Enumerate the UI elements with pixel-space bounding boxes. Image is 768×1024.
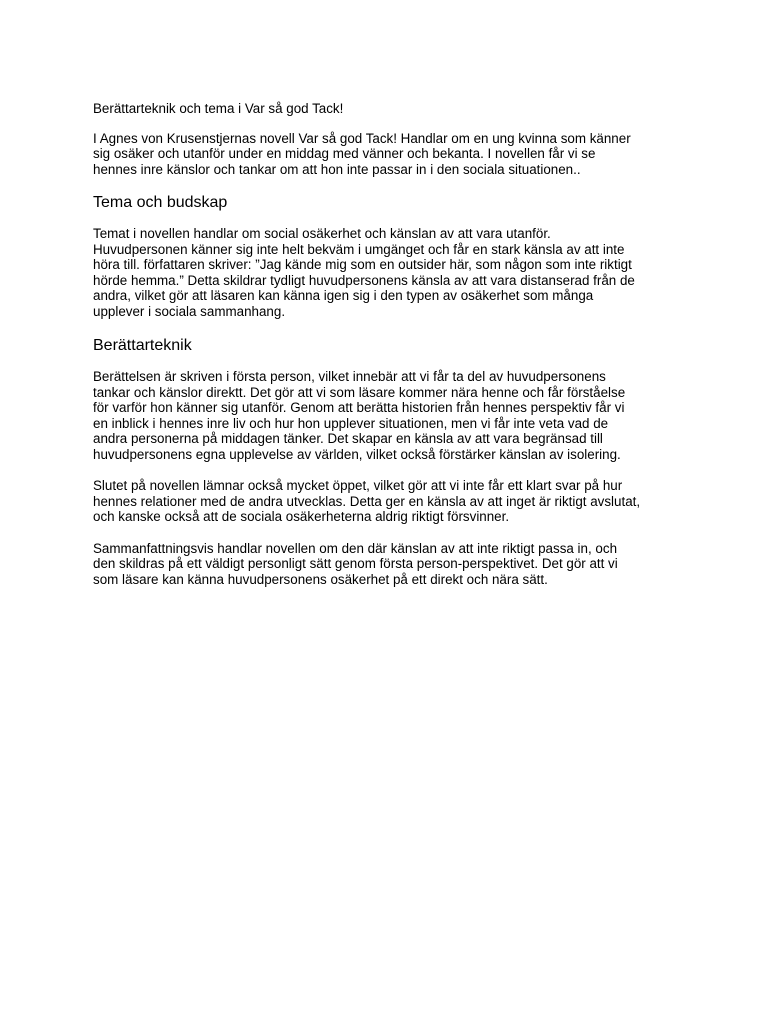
text-line: sig osäker och utanför under en middag med vänner och bekanta. I novellen får vi se <box>93 146 596 161</box>
text-line: tankar och känslor direktt. Det gör att vi som läsare kommer nära henne och får förståelse <box>93 384 626 400</box>
text-line: hennes relationer med de andra utvecklas. Detta ger en känsla av att inget är riktigt avslutat, <box>93 493 641 509</box>
section-heading-berattarteknik: Berättarteknik <box>93 337 192 354</box>
text-line: hennes inre känslor och tankar om att hon inte passar in i den sociala situationen.. <box>93 161 581 177</box>
text-line: Temat i novellen handlar om social osäkerhet och känslan av att vara utanför. <box>93 226 551 241</box>
text-line: Slutet på novellen lämnar också mycket öppet, vilket gör att vi inte får ett klart svar på hur <box>93 478 623 493</box>
text-line: Sammanfattningsvis handlar novellen om den där känslan av att inte riktigt passa in, och <box>93 540 618 556</box>
berattarteknik-paragraph <box>93 369 693 462</box>
text-line: för varför hon känner sig utanför. Genom att berätta historien från hennes perspektiv får vi <box>93 400 625 415</box>
text-line: den skildras på ett väldigt personligt sätt genom första person-perspektivet. Det gör att vi <box>93 556 618 571</box>
text-line: upplever i sociala sammanhang. <box>93 303 286 319</box>
text-line: Huvudpersonen känner sig inte helt bekväm i umgänget och får en stark känsla av att inte <box>93 241 625 257</box>
text-line: som läsare kan känna huvudpersonens osäkerhet på ett direkt och nära sätt. <box>93 571 548 587</box>
section-heading-tema: Tema och budskap <box>93 194 228 211</box>
text-line: höra till. författaren skriver: ”Jag kände mig som en outsider här, som någon som inte riktigt <box>93 257 632 272</box>
intro-paragraph <box>93 131 693 178</box>
text-line: andra, vilket gör att läsaren kan känna igen sig i den typen av osäkerhet som många <box>93 288 594 303</box>
text-line: en inblick i hennes inre liv och hur hon upplever situationen, men vi får inte veta vad de <box>93 415 609 431</box>
document-page <box>93 101 693 587</box>
sammanfattning-paragraph <box>93 541 693 588</box>
slutet-paragraph <box>93 478 693 525</box>
text-line: I Agnes von Krusenstjernas novell Var så god Tack! Handlar om en ung kvinna som känner <box>93 130 631 146</box>
document-title: Berättarteknik och tema i Var så god Tack! <box>93 101 344 116</box>
text-line: och kanske också att de sociala osäkerheterna aldrig riktigt försvinner. <box>93 509 510 524</box>
text-line: hörde hemma.” Detta skildrar tydligt huvudpersonens känsla av att vara distanserad från de <box>93 272 635 288</box>
tema-paragraph <box>93 226 693 319</box>
text-line: andra personerna på middagen tänker. Det skapar en känsla av att vara begränsad till <box>93 431 603 446</box>
text-line: Berättelsen är skriven i första person, vilket innebär att vi får ta del av huvudpersonens <box>93 369 606 384</box>
text-line: huvudpersonens egna upplevelse av världen, vilket också förstärker känslan av isolering. <box>93 446 621 462</box>
